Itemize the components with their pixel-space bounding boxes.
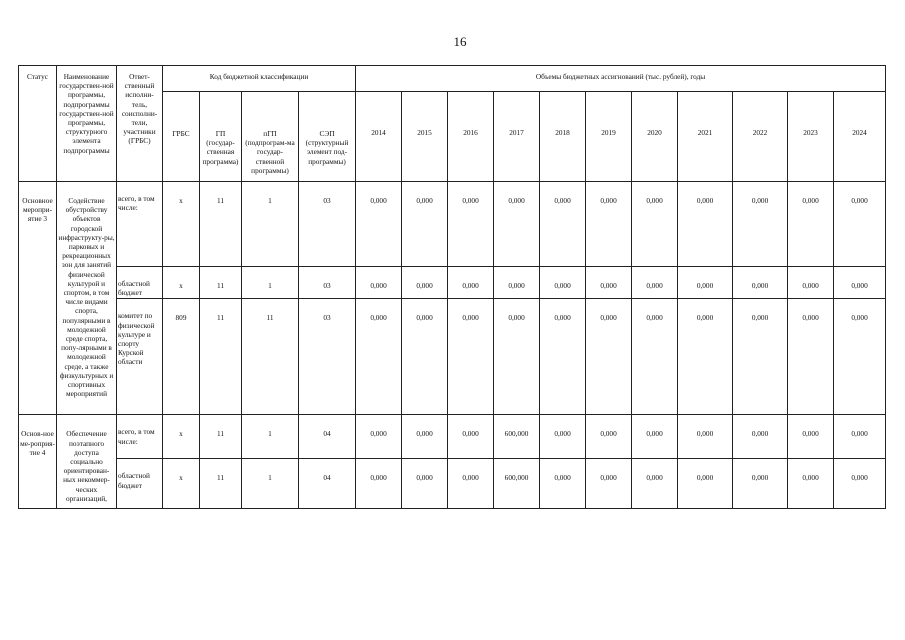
code-gp-cell: 11 (200, 459, 242, 509)
responsible-cell: областной бюджет (117, 267, 163, 299)
code-grbs-cell: x (163, 182, 200, 267)
value-cell: 600,000 (494, 459, 540, 509)
value-cell: 0,000 (788, 299, 834, 415)
value-cell: 0,000 (402, 415, 448, 459)
header-year: 2018 (540, 92, 586, 182)
status-cell: Основ-ное ме-роприя-тие 4 (19, 415, 57, 509)
value-cell: 0,000 (632, 299, 678, 415)
value-cell: 0,000 (540, 182, 586, 267)
table-row (19, 299, 886, 415)
header-name: Наименование государствен-ной программы, подпрограммы государствен-ной программы, структурного элемента подпрограммы (57, 66, 117, 182)
header-code-group: Код бюджетной классификации (163, 66, 356, 92)
value-cell: 0,000 (494, 182, 540, 267)
value-cell: 0,000 (586, 415, 632, 459)
code-sep-cell: 03 (299, 267, 356, 299)
responsible-cell: всего, в том числе: (117, 415, 163, 459)
value-cell: 0,000 (632, 415, 678, 459)
value-cell: 0,000 (402, 267, 448, 299)
header-responsible: Ответ-ственный исполни-тель, соисполни-тели, участники (ГРБС) (117, 66, 163, 182)
value-cell: 0,000 (678, 459, 733, 509)
code-pgp-cell: 1 (242, 415, 299, 459)
code-gp-cell: 11 (200, 182, 242, 267)
code-gp-cell: 11 (200, 415, 242, 459)
table-row (19, 415, 886, 459)
header-volume-group: Объемы бюджетных ассигнований (тыс. рублей), годы (356, 66, 886, 92)
value-cell: 0,000 (834, 267, 886, 299)
value-cell: 0,000 (788, 459, 834, 509)
header-year: 2017 (494, 92, 540, 182)
value-cell: 0,000 (733, 267, 788, 299)
table-row (19, 267, 886, 299)
code-grbs-cell: x (163, 415, 200, 459)
header-year: 2022 (733, 92, 788, 182)
value-cell: 0,000 (356, 459, 402, 509)
name-cell: Обеспечение поэтапного доступа социально ориентирован-ных некоммер-ческих организаций, (57, 415, 117, 509)
value-cell: 0,000 (540, 299, 586, 415)
value-cell: 0,000 (834, 415, 886, 459)
value-cell: 0,000 (733, 299, 788, 415)
value-cell: 0,000 (540, 415, 586, 459)
header-code-pgp: пГП (подпрограм-ма государ-ственной программы) (242, 92, 299, 182)
value-cell: 0,000 (834, 299, 886, 415)
value-cell: 0,000 (448, 415, 494, 459)
value-cell: 0,000 (448, 182, 494, 267)
code-sep-cell: 03 (299, 182, 356, 267)
responsible-cell: всего, в том числе: (117, 182, 163, 267)
name-cell: Содействие обустройству объектов городской инфраструкту-ры, парковых и рекреационных зон для занятий физической культурой и спортом, в том числе видами спорта, популярными в молодежной среде спорта, попу-лярными в молодежной среде, а также физкультурных и спортивных мероприятий (57, 182, 117, 415)
value-cell: 0,000 (448, 459, 494, 509)
header-year: 2021 (678, 92, 733, 182)
value-cell: 600,000 (494, 415, 540, 459)
code-sep-cell: 04 (299, 415, 356, 459)
header-year: 2020 (632, 92, 678, 182)
header-year: 2023 (788, 92, 834, 182)
value-cell: 0,000 (834, 459, 886, 509)
value-cell: 0,000 (733, 182, 788, 267)
value-cell: 0,000 (632, 459, 678, 509)
value-cell: 0,000 (733, 459, 788, 509)
value-cell: 0,000 (788, 415, 834, 459)
header-code-sep: СЭП (структурный элемент под-программы) (299, 92, 356, 182)
header-year: 2016 (448, 92, 494, 182)
code-grbs-cell: 809 (163, 299, 200, 415)
value-cell: 0,000 (586, 267, 632, 299)
table-row (19, 182, 886, 267)
code-sep-cell: 04 (299, 459, 356, 509)
value-cell: 0,000 (540, 459, 586, 509)
value-cell: 0,000 (586, 459, 632, 509)
header-status: Статус (19, 66, 57, 182)
value-cell: 0,000 (678, 267, 733, 299)
value-cell: 0,000 (678, 299, 733, 415)
value-cell: 0,000 (494, 267, 540, 299)
code-pgp-cell: 1 (242, 459, 299, 509)
value-cell: 0,000 (678, 415, 733, 459)
value-cell: 0,000 (402, 182, 448, 267)
header-code-grbs: ГРБС (163, 92, 200, 182)
code-sep-cell: 03 (299, 299, 356, 415)
value-cell: 0,000 (788, 182, 834, 267)
value-cell: 0,000 (402, 299, 448, 415)
code-gp-cell: 11 (200, 267, 242, 299)
header-year: 2019 (586, 92, 632, 182)
responsible-cell: комитет по физической культуре и спорту Курской области (117, 299, 163, 415)
budget-table (18, 65, 886, 509)
value-cell: 0,000 (356, 182, 402, 267)
value-cell: 0,000 (632, 182, 678, 267)
table-row (19, 459, 886, 509)
page-number: 16 (453, 34, 467, 49)
header-year: 2014 (356, 92, 402, 182)
value-cell: 0,000 (632, 267, 678, 299)
code-pgp-cell: 1 (242, 267, 299, 299)
value-cell: 0,000 (788, 267, 834, 299)
value-cell: 0,000 (494, 299, 540, 415)
header-code-gp: ГП (государ-ственная программа) (200, 92, 242, 182)
value-cell: 0,000 (586, 299, 632, 415)
header-year: 2024 (834, 92, 886, 182)
value-cell: 0,000 (356, 299, 402, 415)
value-cell: 0,000 (678, 182, 733, 267)
value-cell: 0,000 (448, 299, 494, 415)
code-pgp-cell: 1 (242, 182, 299, 267)
value-cell: 0,000 (540, 267, 586, 299)
code-pgp-cell: 11 (242, 299, 299, 415)
value-cell: 0,000 (402, 459, 448, 509)
responsible-cell: областной бюджет (117, 459, 163, 509)
value-cell: 0,000 (356, 415, 402, 459)
code-grbs-cell: x (163, 459, 200, 509)
code-gp-cell: 11 (200, 299, 242, 415)
value-cell: 0,000 (448, 267, 494, 299)
status-cell: Основное меропри-ятие 3 (19, 182, 57, 415)
value-cell: 0,000 (356, 267, 402, 299)
value-cell: 0,000 (733, 415, 788, 459)
header-year: 2015 (402, 92, 448, 182)
value-cell: 0,000 (586, 182, 632, 267)
code-grbs-cell: x (163, 267, 200, 299)
value-cell: 0,000 (834, 182, 886, 267)
